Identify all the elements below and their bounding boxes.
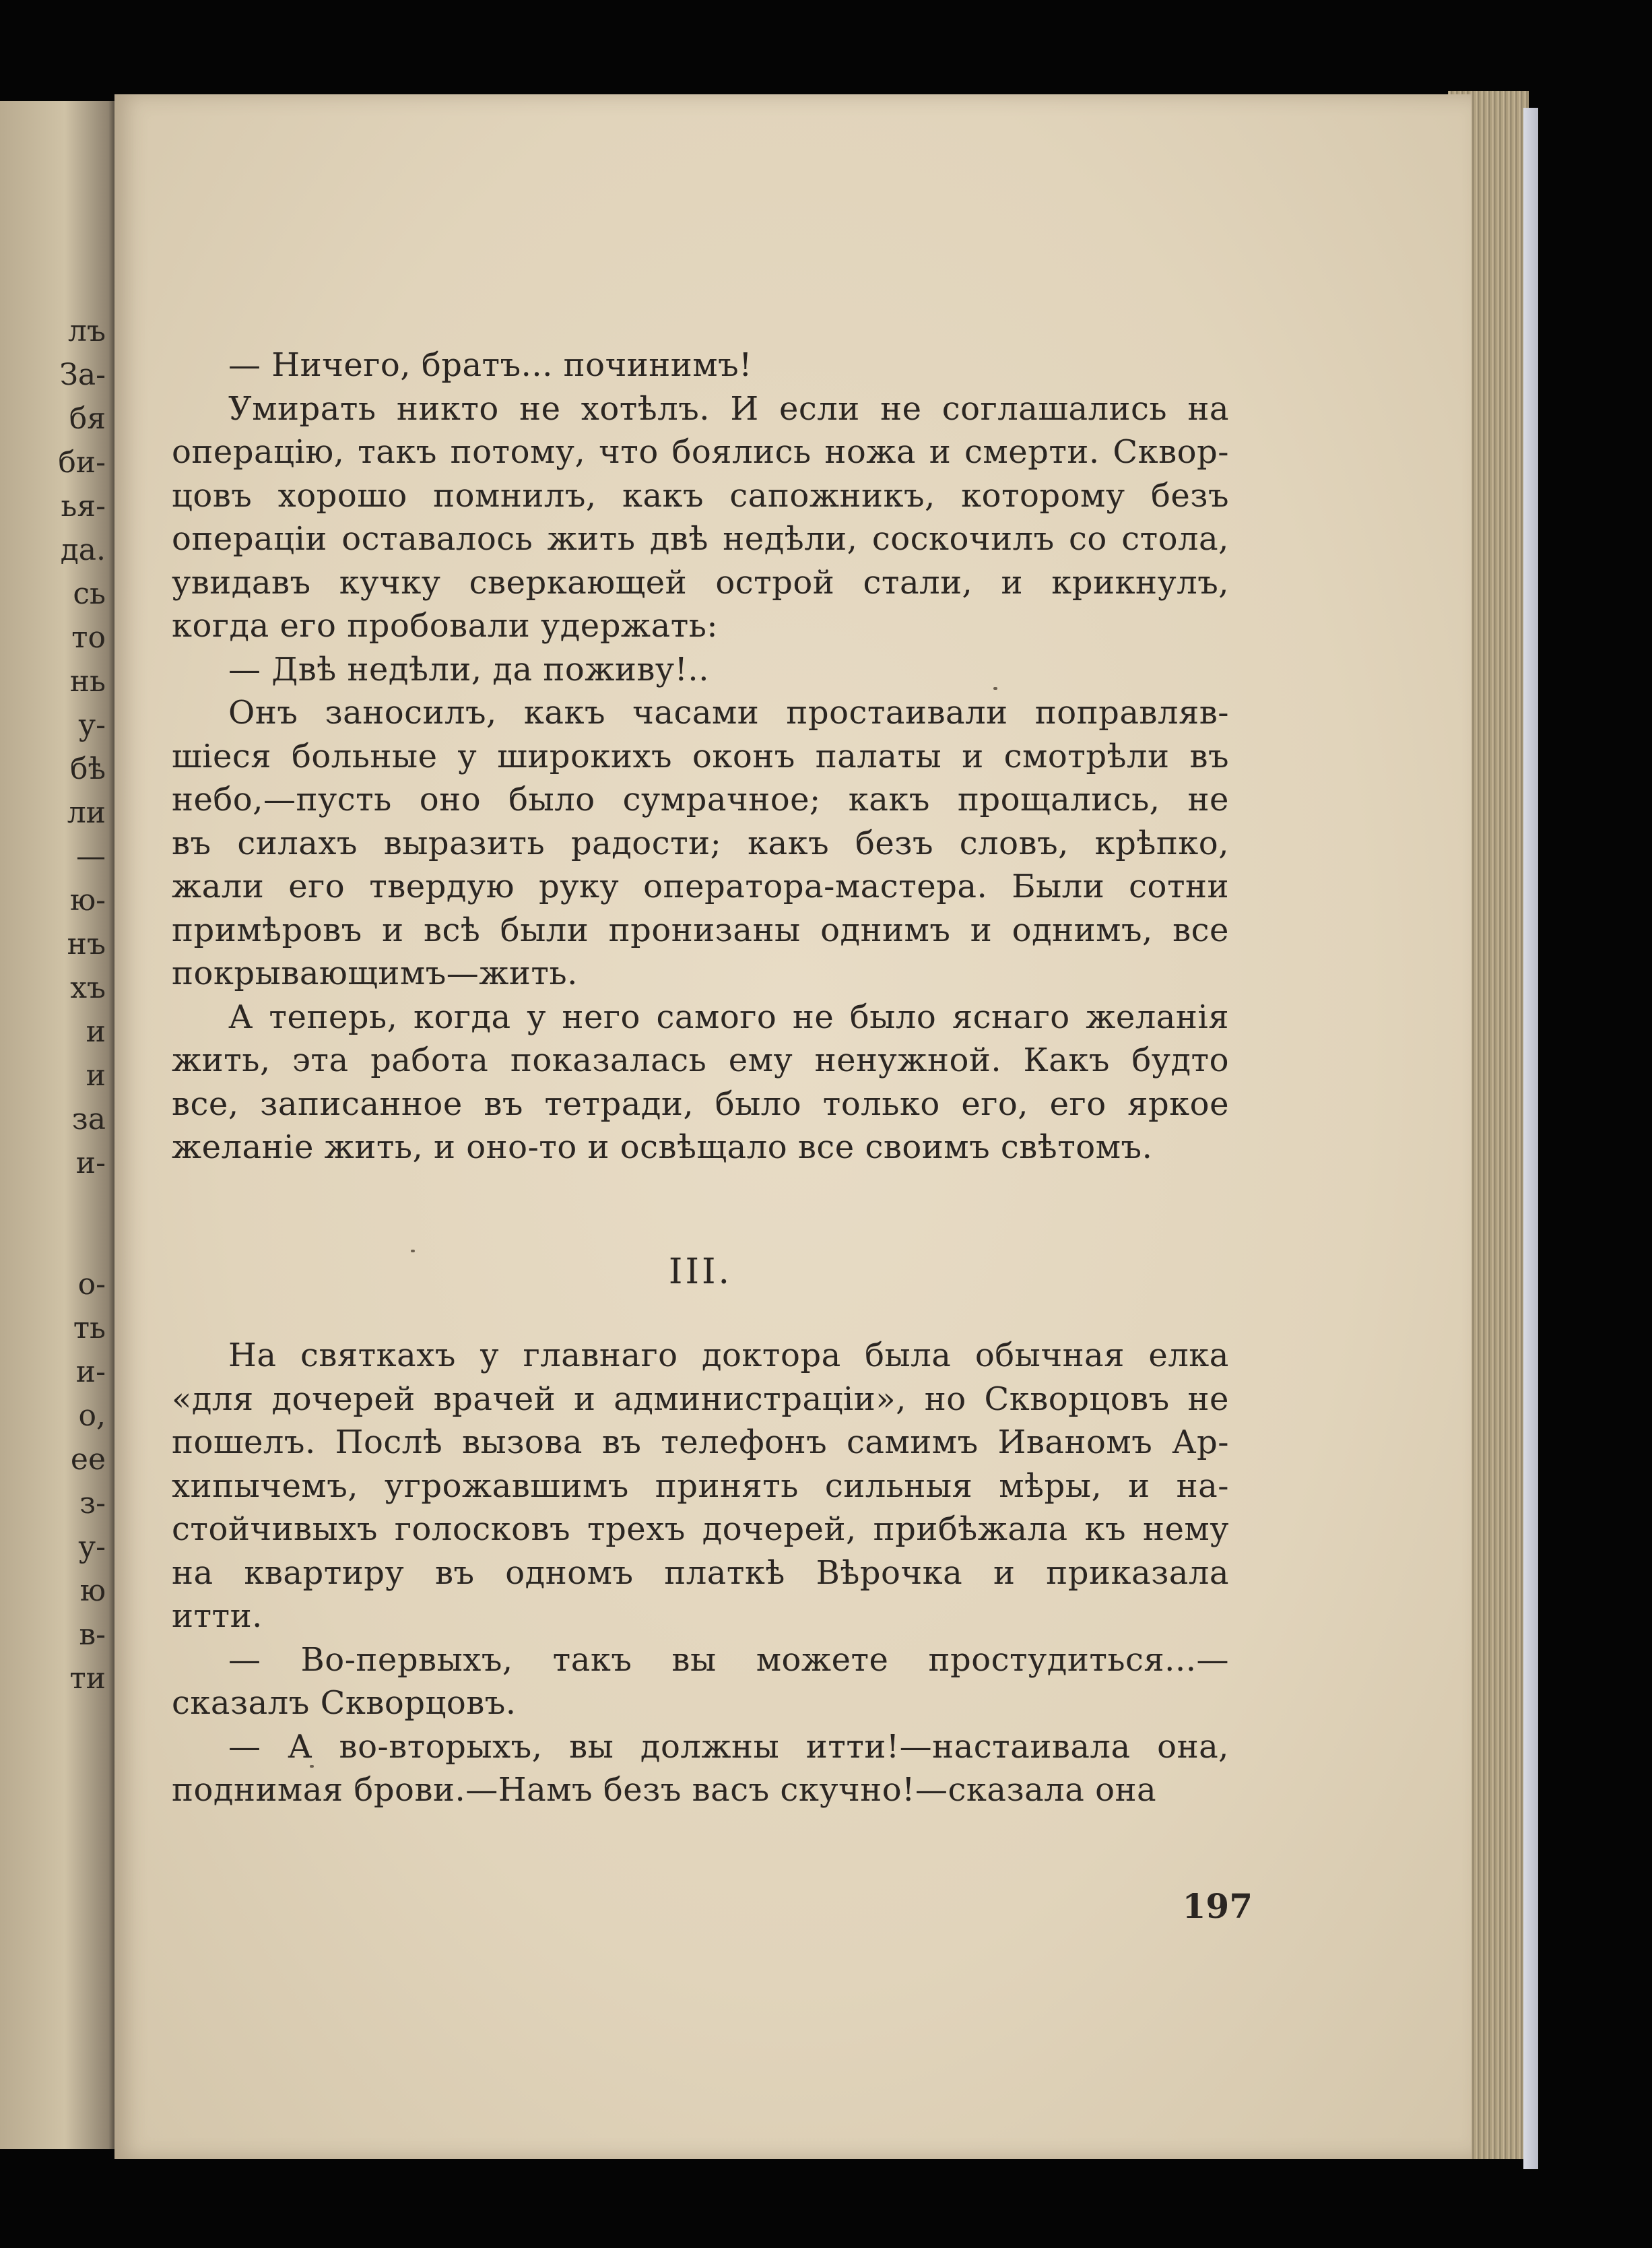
left-page-fragment: з- xyxy=(79,1486,106,1520)
left-page-fragment: и xyxy=(86,1058,106,1093)
left-page-fragments xyxy=(0,101,118,2149)
text-line: — Ничего, братъ... починимъ! xyxy=(228,346,752,384)
text-line: когда его пробовали удержать: xyxy=(172,607,719,645)
text-line: На святкахъ у главнаго доктора была обычная елка xyxy=(228,1337,1229,1374)
left-page-fragment: в- xyxy=(79,1617,106,1652)
text-line: покрывающимъ—жить. xyxy=(172,955,578,992)
text-line: жить, эта работа показалась ему ненужной. Какъ будто xyxy=(172,1041,1229,1079)
left-page-fragment: за xyxy=(71,1102,106,1136)
book-cover-edge xyxy=(1523,108,1538,2169)
left-page-fragment: нь xyxy=(69,664,106,699)
text-line: жали его твердую руку оператора-мастера. Были сотни xyxy=(172,868,1229,905)
text-line: цовъ хорошо помнилъ, какъ сапожникъ, которому безъ xyxy=(172,476,1229,515)
text-line: — А во-вторыхъ, вы должны итти!—настаивала она, xyxy=(228,1727,1229,1766)
left-page-fragment: о, xyxy=(78,1399,106,1433)
left-page-fragment: и xyxy=(86,1015,106,1049)
left-page-fragment: о- xyxy=(77,1267,106,1302)
left-facing-page xyxy=(0,101,118,2149)
left-page-fragment: лъ xyxy=(68,314,106,348)
text-line: «для дочерей врачей и администраціи», но Скворцовъ не xyxy=(172,1380,1229,1418)
left-page-fragment: ть xyxy=(73,1311,106,1345)
left-page-fragment: За- xyxy=(59,358,106,392)
left-page-fragment: нъ xyxy=(67,927,106,961)
left-page-fragment: ю xyxy=(79,1574,106,1608)
paper-speck xyxy=(993,687,997,690)
text-line: примѣровъ и всѣ были пронизаны однимъ и однимъ, все xyxy=(172,911,1229,949)
text-line: небо,—пусть оно было сумрачное; какъ прощались, не xyxy=(172,781,1229,818)
text-line: операцію, такъ потому, что боялись ножа и смерти. Сквор- xyxy=(172,433,1229,471)
text-line: — Во-первыхъ, такъ вы можете простудиться...— xyxy=(228,1640,1229,1679)
page-number: 197 xyxy=(1182,1886,1253,1926)
left-page-fragment: у- xyxy=(78,708,106,742)
text-line: хипычемъ, угрожавшимъ принять сильныя мѣры, и на- xyxy=(172,1467,1229,1505)
left-page-fragment: сь xyxy=(73,577,106,611)
text-line: итти. xyxy=(172,1597,263,1635)
left-page-fragment: ее xyxy=(70,1442,106,1477)
text-line: сказалъ Скворцовъ. xyxy=(172,1684,517,1722)
section-before xyxy=(172,344,1229,1169)
page-text xyxy=(172,344,1229,1812)
text-line: Умирать никто не хотѣлъ. И если не соглашались на xyxy=(228,389,1229,428)
left-page-fragment: и- xyxy=(75,1355,106,1389)
paper-speck xyxy=(310,1765,314,1768)
text-line: желаніе жить, и оно-то и освѣщало все своимъ свѣтомъ. xyxy=(172,1128,1153,1166)
book-page xyxy=(114,94,1472,2159)
text-line: пошелъ. Послѣ вызова въ телефонъ самимъ Иваномъ Ар- xyxy=(172,1423,1229,1461)
left-page-fragment: ю- xyxy=(69,883,106,918)
left-page-fragment: да. xyxy=(60,533,106,567)
text-line: въ силахъ выразить радости; какъ безъ словъ, крѣпко, xyxy=(172,824,1229,862)
text-line: поднимая брови.—Намъ безъ васъ скучно!—сказала она xyxy=(172,1771,1157,1809)
left-page-fragment: у- xyxy=(78,1530,106,1564)
text-line: Онъ заносилъ, какъ часами простаивали поправляв- xyxy=(228,694,1229,732)
text-line: шіеся больные у широкихъ оконъ палаты и смотрѣли въ xyxy=(172,737,1229,775)
left-page-fragment: бѣ xyxy=(69,752,106,786)
text-line: А теперь, когда у него самого не было яснаго желанія xyxy=(228,998,1229,1036)
left-page-fragment: би- xyxy=(58,445,106,480)
text-line: все, записанное въ тетради, было только его, его яркое xyxy=(172,1085,1229,1123)
left-page-fragment: — xyxy=(76,839,106,874)
section-gap xyxy=(172,1169,1229,1250)
text-line: на квартиру въ одномъ платкѣ Вѣрочка и приказала xyxy=(172,1553,1229,1592)
left-page-fragment: бя xyxy=(69,402,106,436)
text-line: стойчивыхъ голосковъ трехъ дочерей, прибѣжала къ нему xyxy=(172,1510,1229,1548)
text-line: — Двѣ недѣли, да поживу!.. xyxy=(228,650,709,688)
left-page-fragment: то xyxy=(71,620,106,655)
section-after xyxy=(172,1334,1229,1812)
left-page-fragment: ья- xyxy=(61,489,106,523)
left-page-fragment: и- xyxy=(75,1146,106,1180)
text-line: увидавъ кучку сверкающей острой стали, и крикнулъ, xyxy=(172,563,1229,602)
left-page-fragment: хъ xyxy=(70,971,106,1005)
paper-speck xyxy=(411,1250,415,1252)
chapter-heading: III. xyxy=(668,1251,733,1292)
left-page-fragment: ти xyxy=(69,1661,106,1696)
left-page-fragment: ли xyxy=(67,796,106,830)
text-line: операціи оставалось жить двѣ недѣли, соскочилъ со стола, xyxy=(172,520,1229,558)
